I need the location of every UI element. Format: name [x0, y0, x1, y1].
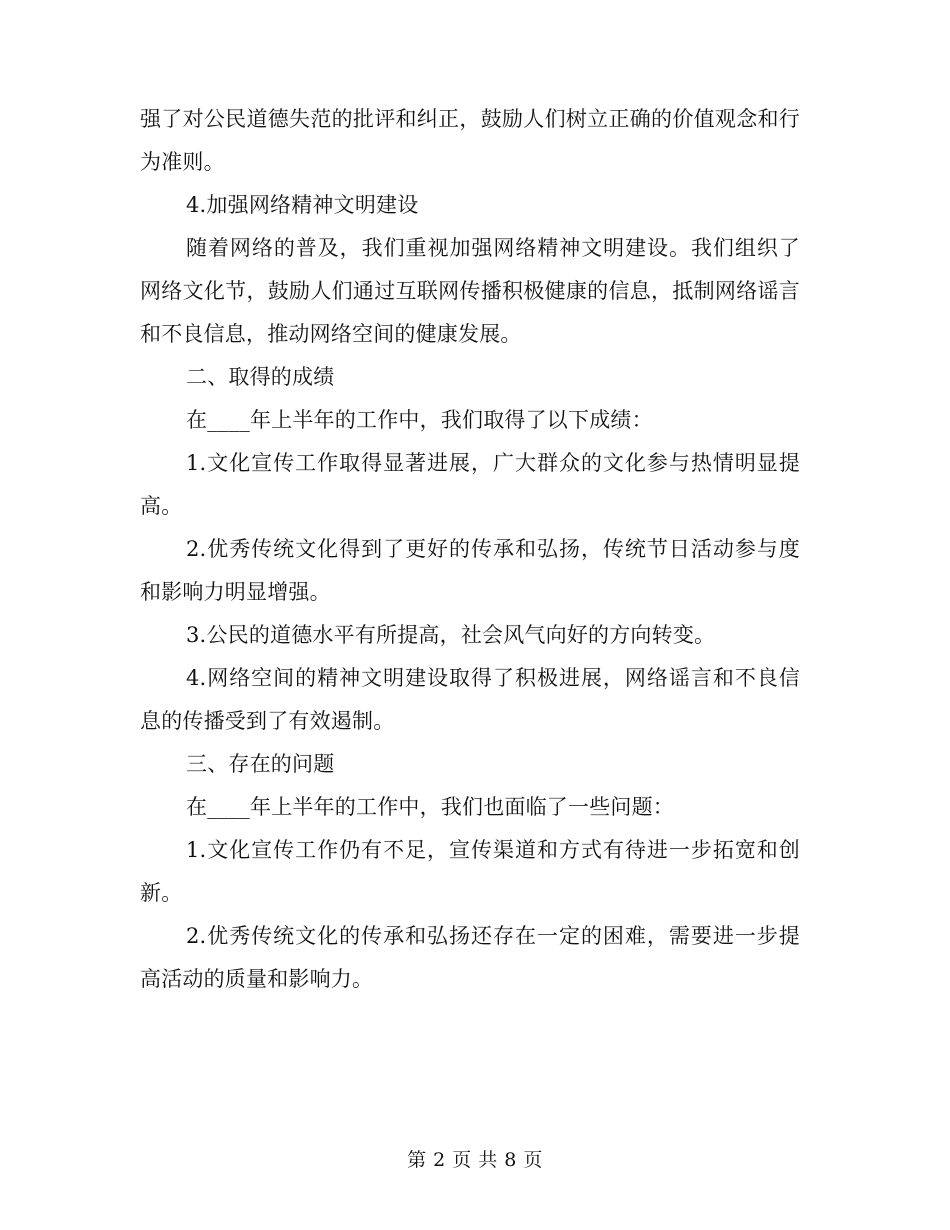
achievement-item-3: 3.公民的道德水平有所提高，社会风气向好的方向转变。 — [186, 623, 716, 647]
achievement-item-1: 1.文化宣传工作取得显著进展，广大群众的文化参与热情明显提高。 — [140, 451, 800, 518]
section-heading-problems: 三、存在的问题 — [186, 752, 335, 776]
paragraph-continuation: 强了对公民道德失范的批评和纠正，鼓励人们树立正确的价值观念和行为准则。 — [140, 107, 800, 174]
page-footer — [0, 1148, 950, 1172]
achievement-item-4: 4.网络空间的精神文明建设取得了积极进展，网络谣言和不良信息的传播受到了有效遏制。 — [140, 666, 800, 733]
paragraph-achievements-intro: 在____年上半年的工作中，我们取得了以下成绩： — [186, 408, 653, 432]
section-heading-achievements: 二、取得的成绩 — [186, 365, 335, 389]
paragraph-problems-intro: 在____年上半年的工作中，我们也面临了一些问题： — [186, 795, 674, 819]
problem-item-1: 1.文化宣传工作仍有不足，宣传渠道和方式有待进一步拓宽和创新。 — [140, 838, 800, 905]
document-body — [140, 98, 800, 1001]
paragraph-network-civilization: 随着网络的普及，我们重视加强网络精神文明建设。我们组织了网络文化节，鼓励人们通过互联网传播积极健康的信息，抵制网络谣言和不良信息，推动网络空间的健康发展。 — [140, 236, 800, 346]
page-number-label: 第 2 页 共 8 页 — [407, 1149, 543, 1171]
achievement-item-2: 2.优秀传统文化得到了更好的传承和弘扬，传统节日活动参与度和影响力明显增强。 — [140, 537, 800, 604]
problem-item-2: 2.优秀传统文化的传承和弘扬还存在一定的困难，需要进一步提高活动的质量和影响力。 — [140, 924, 800, 991]
section-heading-4: 4.加强网络精神文明建设 — [186, 193, 419, 217]
